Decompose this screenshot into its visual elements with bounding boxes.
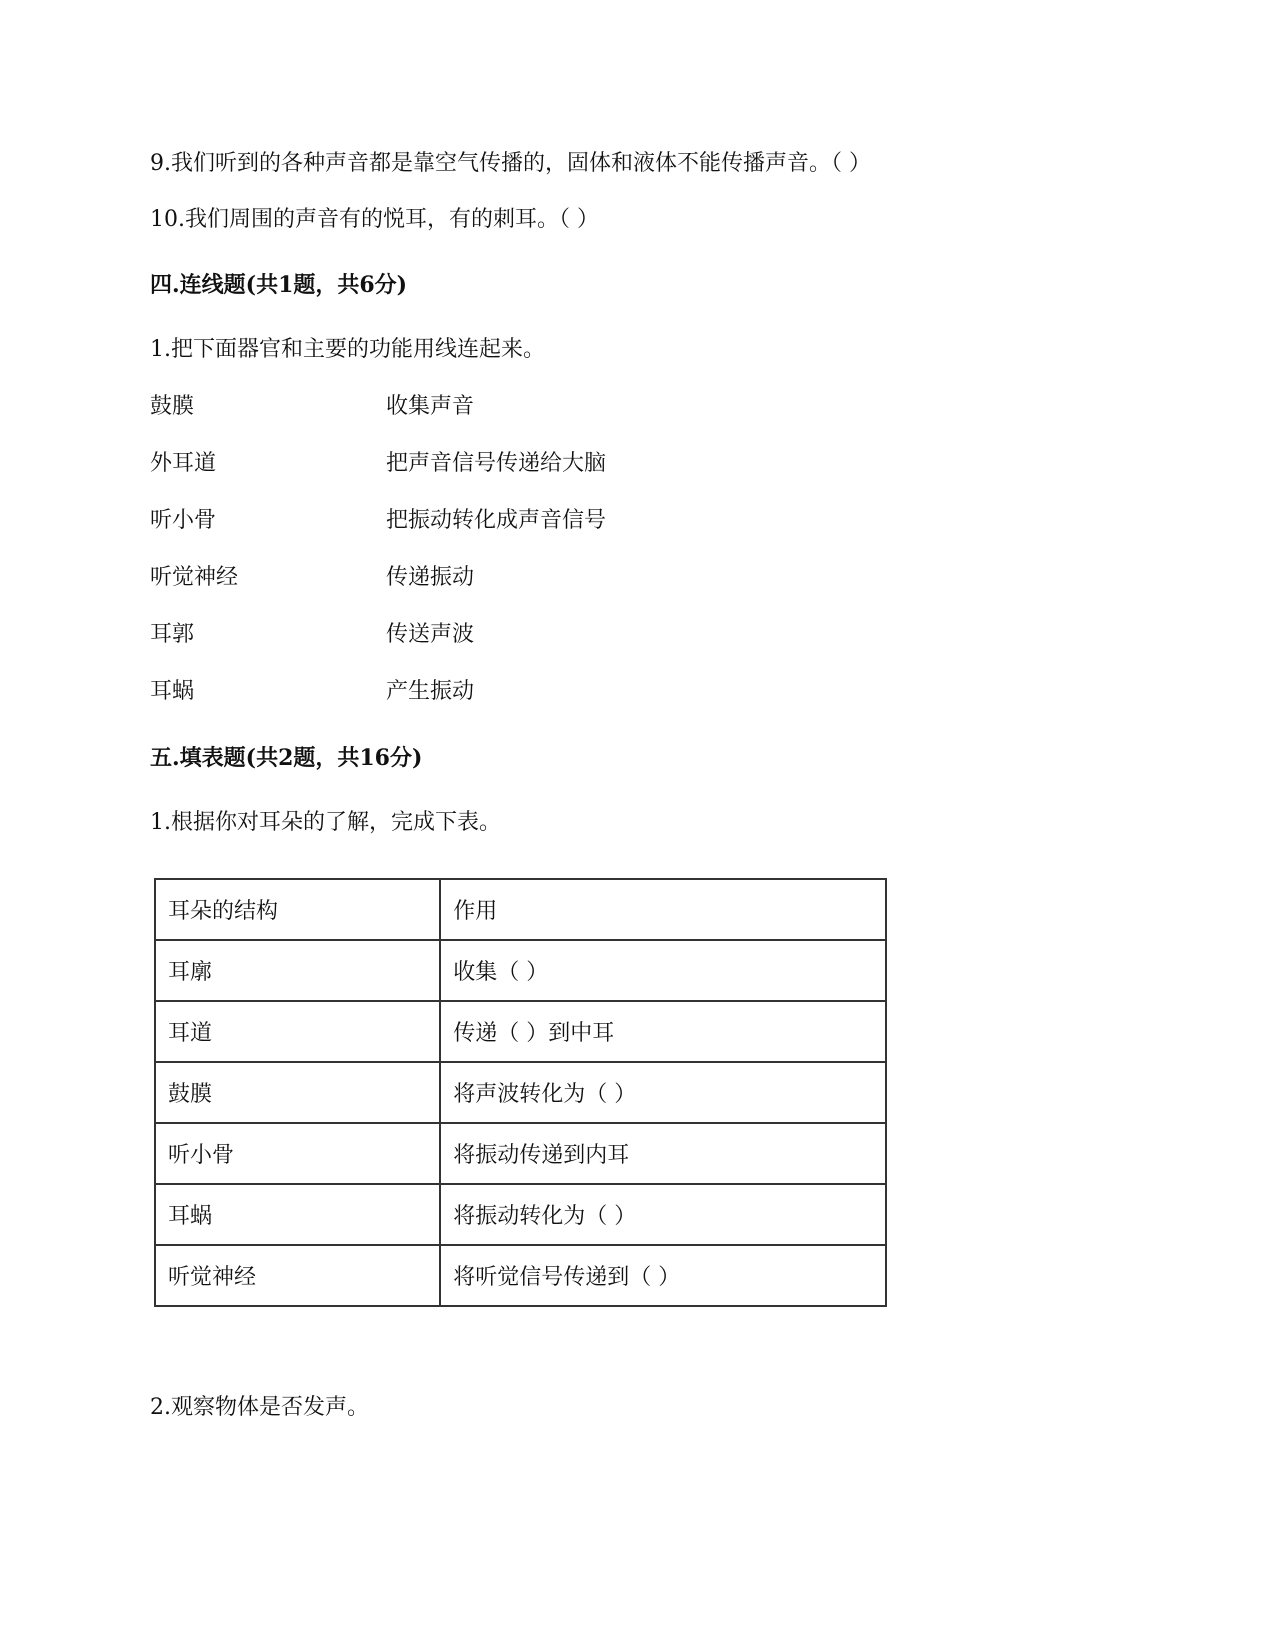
ear-structure-table [154, 878, 887, 1307]
matching-function: 传送声波 [386, 622, 475, 647]
matching-organ: 耳蜗 [150, 679, 195, 704]
table-row [155, 1245, 886, 1306]
table-row [155, 1123, 886, 1184]
section-heading-matching: 四.连线题(共1题，共6分) [150, 272, 408, 298]
matching-organ: 听小骨 [150, 508, 217, 533]
question-tf-9: 9.我们听到的各种声音都是靠空气传播的，固体和液体不能传播声音。（ ） [150, 151, 871, 176]
table-cell-function: 将振动转化为（ ） [440, 1184, 886, 1245]
matching-function: 把声音信号传递给大脑 [386, 451, 607, 476]
matching-function: 把振动转化成声音信号 [386, 508, 607, 533]
table-question-2: 2.观察物体是否发声。 [150, 1395, 369, 1420]
table-cell-structure: 鼓膜 [155, 1062, 440, 1123]
matching-pair [150, 392, 750, 422]
table-cell-structure: 听小骨 [155, 1123, 440, 1184]
table-cell-structure: 耳廓 [155, 940, 440, 1001]
table-cell-function: 将听觉信号传递到（ ） [440, 1245, 886, 1306]
table-cell-function: 将声波转化为（ ） [440, 1062, 886, 1123]
matching-organ: 外耳道 [150, 451, 217, 476]
matching-function: 产生振动 [386, 679, 475, 704]
table-row [155, 1001, 886, 1062]
matching-pair [150, 563, 750, 593]
section-heading-table: 五.填表题(共2题，共16分) [150, 745, 423, 771]
table-cell-structure: 耳道 [155, 1001, 440, 1062]
matching-organ: 听觉神经 [150, 565, 239, 590]
question-tf-10: 10.我们周围的声音有的悦耳，有的刺耳。（ ） [150, 207, 599, 232]
matching-function: 传递振动 [386, 565, 475, 590]
table-row [155, 1062, 886, 1123]
table-cell-function: 传递（ ）到中耳 [440, 1001, 886, 1062]
matching-organ: 耳郭 [150, 622, 195, 647]
table-row [155, 1184, 886, 1245]
matching-question: 1.把下面器官和主要的功能用线连起来。 [150, 337, 545, 362]
matching-organ: 鼓膜 [150, 394, 195, 419]
matching-pair [150, 506, 750, 536]
table-cell-structure: 耳蜗 [155, 1184, 440, 1245]
table-cell-function: 收集（ ） [440, 940, 886, 1001]
matching-pair [150, 620, 750, 650]
table-cell-structure: 听觉神经 [155, 1245, 440, 1306]
table-header-cell: 耳朵的结构 [155, 879, 440, 940]
table-row [155, 940, 886, 1001]
matching-pair [150, 677, 750, 707]
table-cell-function: 将振动传递到内耳 [440, 1123, 886, 1184]
table-header-row [155, 879, 886, 940]
table-header-cell: 作用 [440, 879, 886, 940]
matching-function: 收集声音 [386, 394, 475, 419]
matching-pair [150, 449, 750, 479]
table-question-1: 1.根据你对耳朵的了解，完成下表。 [150, 810, 501, 835]
